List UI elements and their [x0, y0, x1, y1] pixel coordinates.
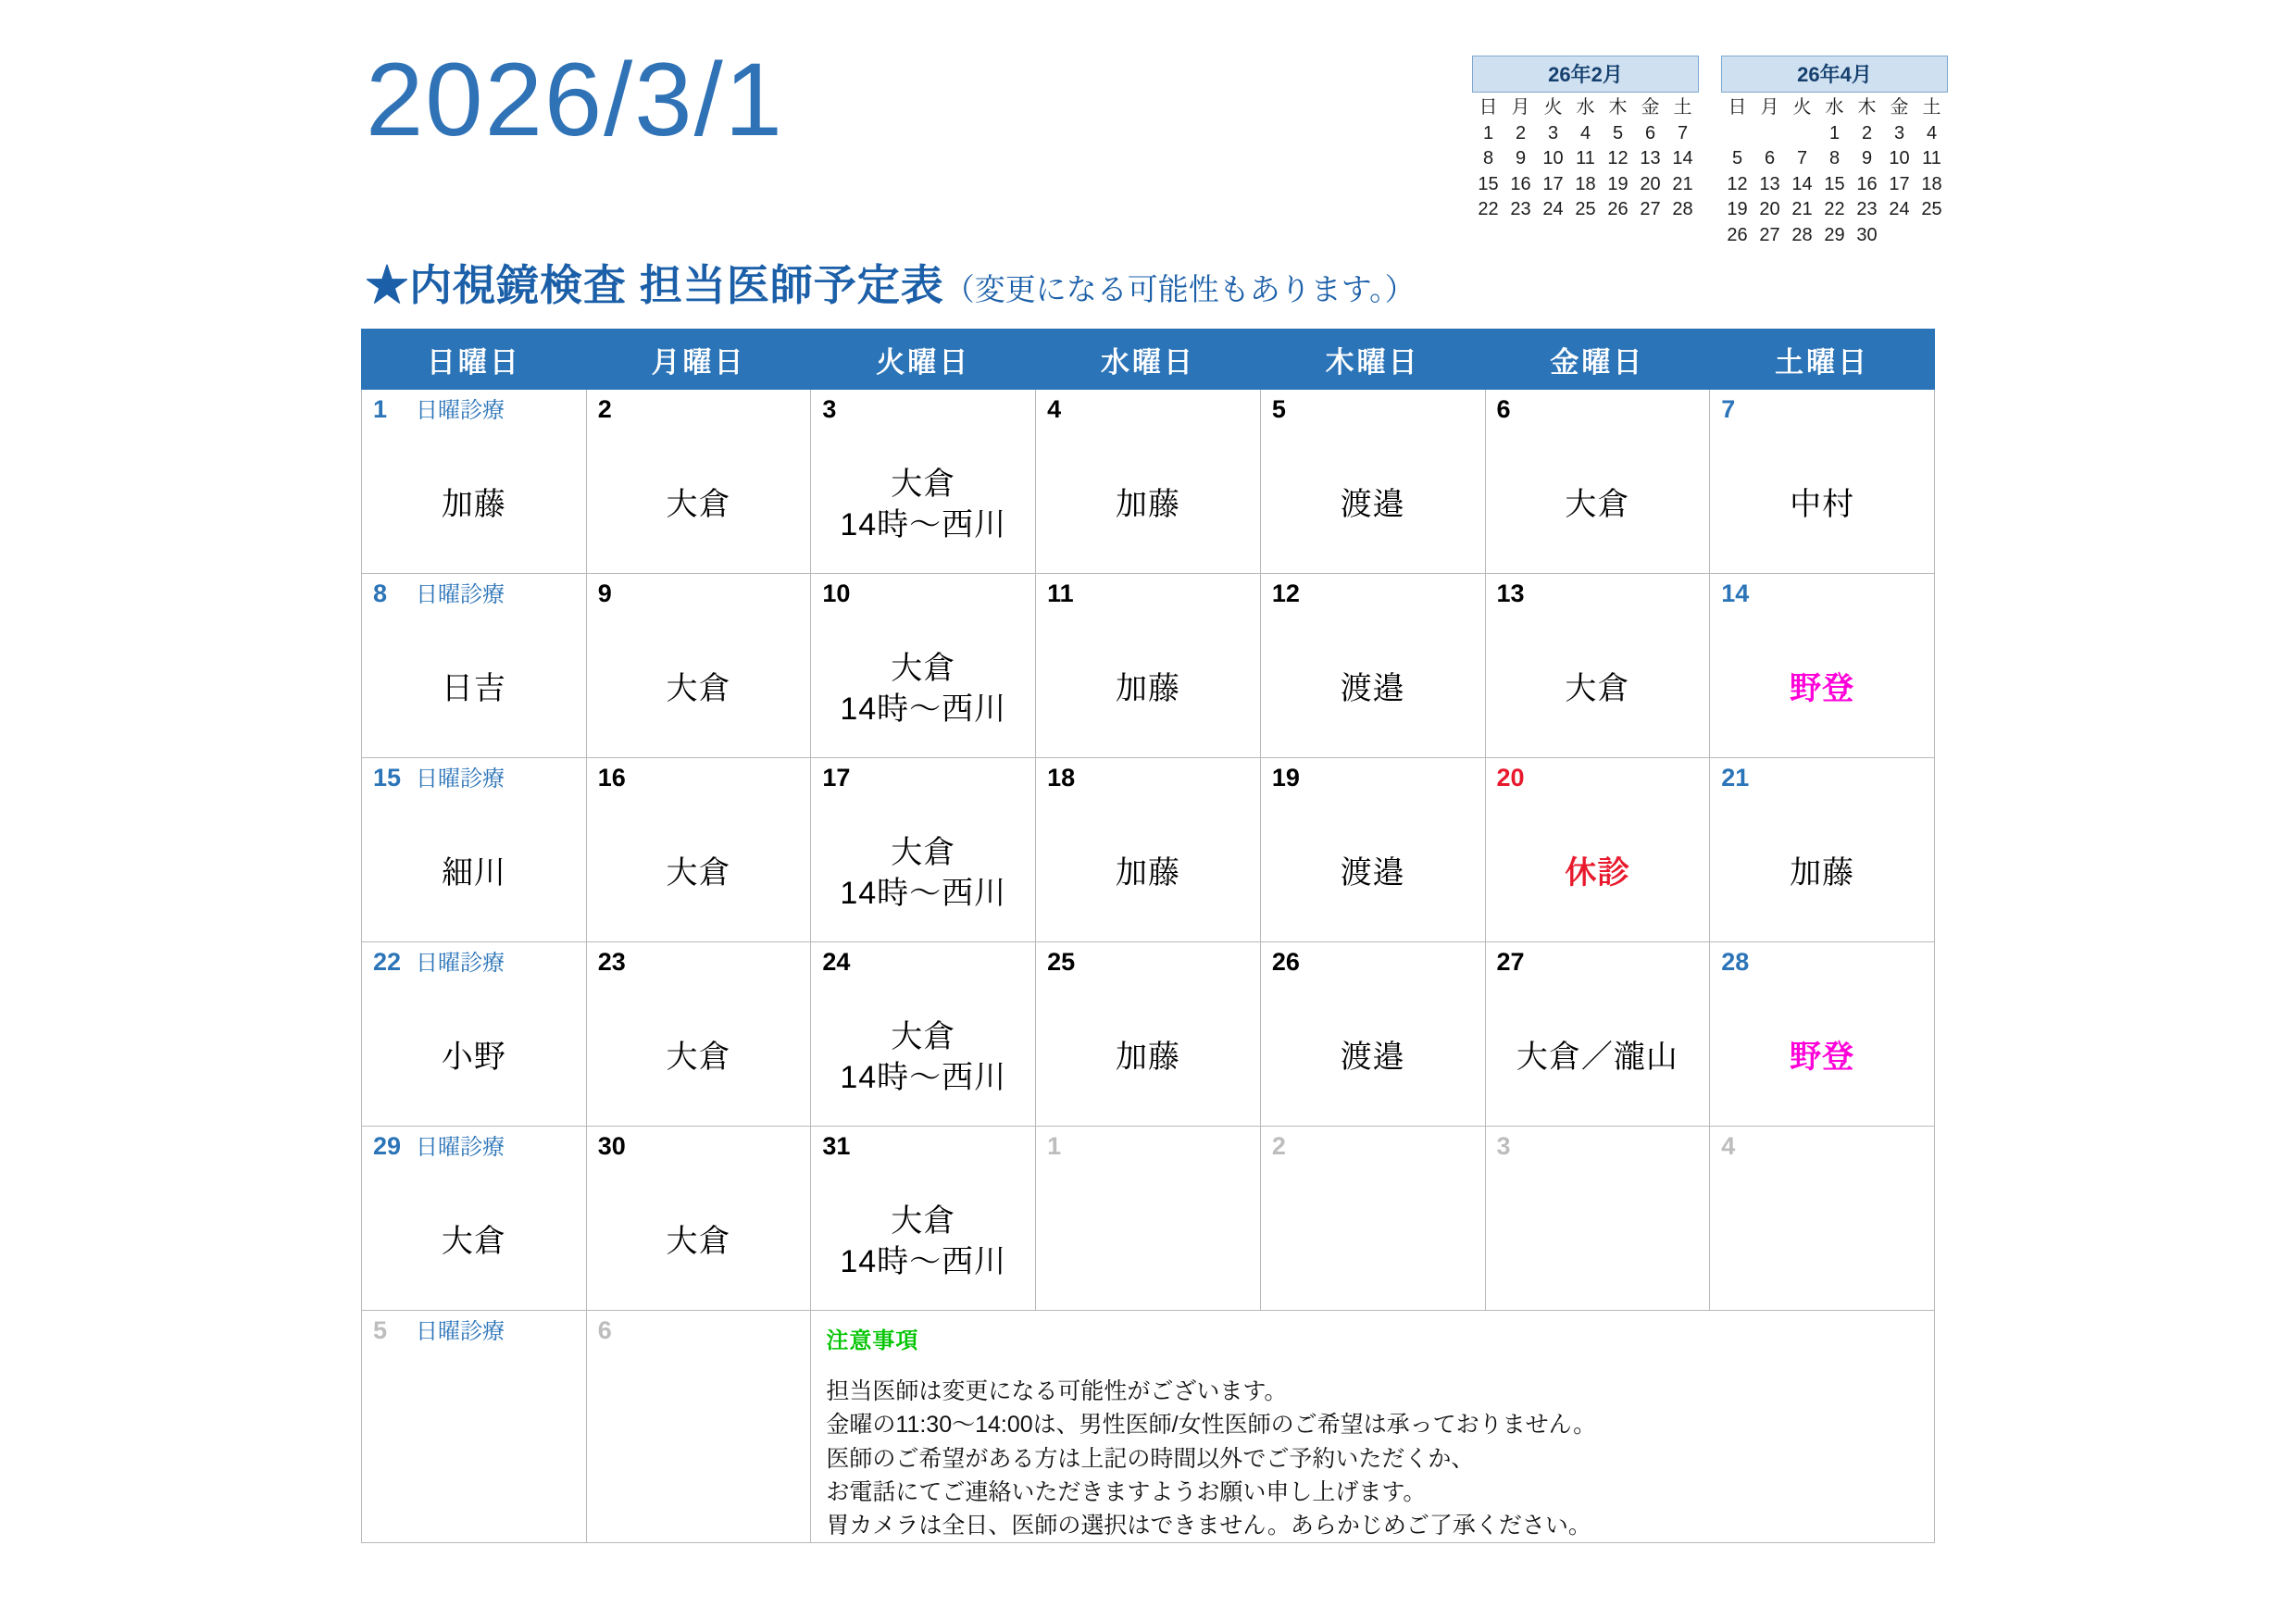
notes-row — [362, 1311, 1935, 1543]
schedule-calendar — [361, 329, 1935, 1543]
notes-line: 医師のご希望がある方は上記の時間以外でご予約いただくか、 — [826, 1445, 1475, 1472]
mini-calendar-day: 12 — [1727, 173, 1748, 194]
mini-calendar-day: 13 — [1640, 148, 1661, 169]
day-number: 17 — [822, 764, 851, 791]
doctor-assignment: 大倉 — [441, 1224, 506, 1260]
day-number: 19 — [1271, 764, 1300, 791]
mini-calendar-day: 28 — [1672, 199, 1693, 220]
mini-calendar-day: 4 — [1579, 122, 1591, 143]
mini-calendar-week — [1721, 146, 1948, 172]
calendar-day-cell[interactable] — [362, 758, 587, 942]
mini-calendar-day: 6 — [1764, 148, 1776, 169]
calendar-day-cell[interactable] — [1710, 390, 1935, 574]
mini-calendar-weekday: 木 — [1608, 97, 1628, 118]
mini-calendar-day: 9 — [1515, 148, 1527, 169]
mini-calendar-day: 19 — [1607, 173, 1628, 194]
notes-line: お電話にてご連絡いただきますようお願い申し上げます。 — [826, 1478, 1427, 1505]
doctor-assignment: 渡邉 — [1340, 671, 1405, 707]
notes-line: 担当医師は変更になる可能性がございます。 — [826, 1378, 1288, 1404]
doctor-assignment: 小野 — [441, 1040, 506, 1076]
calendar-header-0: 日曜日 — [362, 330, 587, 390]
mini-calendar-day: 27 — [1759, 224, 1780, 245]
mini-calendar-day: 15 — [1478, 173, 1499, 194]
doctor-assignment: 加藤 — [1790, 855, 1855, 891]
mini-calendar-day: 26 — [1727, 224, 1748, 245]
calendar-week-row — [362, 390, 1935, 574]
doctor-assignment: 渡邉 — [1340, 487, 1405, 523]
doctor-assignment: 大倉 14時〜西川 — [840, 1019, 1007, 1095]
mini-calendar-weekday: 木 — [1857, 97, 1877, 118]
mini-calendar-heading: 26年4月 — [1721, 56, 1948, 93]
sunday-clinic-label: 日曜診療 — [416, 766, 505, 791]
subtitle-main: ★内視鏡検査 担当医師予定表 — [366, 261, 944, 309]
doctor-assignment: 加藤 — [1115, 487, 1180, 523]
calendar-header-3: 水曜日 — [1036, 330, 1261, 390]
doctor-assignment: 野登 — [1790, 671, 1855, 707]
calendar-week-row — [362, 758, 1935, 942]
mini-calendar-week — [1721, 197, 1948, 223]
doctor-assignment: 大倉 14時〜西川 — [840, 467, 1007, 542]
mini-calendar-day: 23 — [1510, 199, 1531, 220]
day-number: 15 — [373, 764, 402, 791]
mini-calendar-day: 7 — [1677, 122, 1689, 143]
mini-calendar-day: 16 — [1510, 173, 1531, 194]
mini-calendar-week — [1472, 121, 1699, 147]
day-number: 26 — [1271, 948, 1300, 976]
mini-calendar-week — [1472, 197, 1699, 223]
doctor-assignment: 大倉 — [666, 1040, 731, 1076]
notes-title: 注意事項 — [826, 1328, 919, 1353]
mini-calendar-heading: 26年2月 — [1472, 56, 1699, 93]
mini-calendar-table — [1721, 95, 1948, 249]
calendar-day-cell[interactable] — [1710, 942, 1935, 1127]
calendar-day-cell[interactable] — [1036, 390, 1261, 574]
mini-calendar-day: 24 — [1889, 199, 1910, 220]
mini-calendar-day: 14 — [1791, 173, 1813, 194]
day-number: 9 — [597, 579, 612, 607]
mini-calendar-day: 25 — [1921, 199, 1942, 220]
doctor-assignment: 中村 — [1790, 487, 1855, 523]
mini-calendars — [1472, 56, 1948, 249]
doctor-assignment: 大倉 — [1565, 487, 1630, 523]
calendar-day-cell[interactable] — [811, 1127, 1036, 1311]
mini-calendar-table — [1472, 95, 1699, 223]
calendar-day-cell[interactable] — [362, 1127, 587, 1311]
mini-calendar-day: 9 — [1861, 148, 1873, 169]
day-number: 4 — [1721, 1132, 1736, 1160]
mini-calendar-day: 3 — [1893, 122, 1905, 143]
doctor-assignment: 大倉 14時〜西川 — [840, 835, 1007, 911]
mini-calendar-day: 13 — [1759, 173, 1780, 194]
doctor-assignment: 加藤 — [1115, 855, 1180, 891]
calendar-week-row — [362, 942, 1935, 1127]
mini-calendar-weekday: 土 — [1922, 97, 1941, 118]
calendar-day-cell[interactable] — [811, 942, 1036, 1127]
calendar-day-cell[interactable] — [1036, 758, 1261, 942]
notes-line: 金曜の11:30〜14:00は、男性医師/女性医師のご希望は承っておりません。 — [826, 1412, 1597, 1439]
doctor-assignment: 大倉 — [1565, 671, 1630, 707]
calendar-header-5: 金曜日 — [1485, 330, 1710, 390]
mini-calendar-day: 18 — [1575, 173, 1596, 194]
sunday-clinic-label: 日曜診療 — [416, 1135, 505, 1160]
doctor-assignment: 大倉 — [666, 671, 731, 707]
calendar-day-cell[interactable] — [586, 390, 811, 574]
mini-calendar-day — [1786, 121, 1818, 147]
mini-calendar-weekday: 金 — [1641, 97, 1660, 118]
day-number: 14 — [1721, 579, 1750, 607]
calendar-day-cell[interactable] — [1485, 1127, 1710, 1311]
doctor-assignment: 大倉 14時〜西川 — [840, 1203, 1007, 1279]
calendar-day-cell[interactable] — [1710, 758, 1935, 942]
subtitle — [366, 252, 1416, 313]
day-number: 6 — [597, 1316, 612, 1344]
doctor-assignment — [1261, 1175, 1485, 1310]
calendar-header-1: 月曜日 — [586, 330, 811, 390]
mini-calendar-day: 8 — [1828, 148, 1841, 169]
mini-calendar-day: 12 — [1607, 148, 1628, 169]
mini-calendar-day: 20 — [1640, 173, 1661, 194]
calendar-header-2: 火曜日 — [811, 330, 1036, 390]
calendar-week-row — [362, 574, 1935, 758]
doctor-assignment: 渡邉 — [1340, 1040, 1405, 1076]
mini-calendar-day: 27 — [1640, 199, 1661, 220]
subtitle-note: （変更になる可能性もあります。） — [943, 272, 1416, 306]
mini-calendar-day: 24 — [1542, 199, 1564, 220]
doctor-assignment: 加藤 — [1115, 1040, 1180, 1076]
mini-calendar-day: 15 — [1824, 173, 1845, 194]
mini-calendar-weekday: 日 — [1728, 97, 1747, 118]
day-number: 3 — [822, 395, 837, 423]
day-number: 29 — [373, 1132, 402, 1160]
mini-calendar-day: 2 — [1515, 122, 1527, 143]
doctor-assignment — [1036, 1175, 1260, 1310]
calendar-header-row — [362, 330, 1935, 390]
mini-calendar-day: 17 — [1542, 173, 1564, 194]
day-number: 6 — [1496, 395, 1511, 423]
calendar-day-cell[interactable] — [1036, 574, 1261, 758]
calendar-day-cell[interactable] — [1260, 574, 1485, 758]
notes-body — [826, 1375, 1934, 1542]
calendar-day-cell[interactable] — [586, 758, 811, 942]
mini-calendar-weekday: 月 — [1760, 97, 1779, 118]
doctor-assignment: 野登 — [1790, 1040, 1855, 1076]
mini-calendar-day: 26 — [1607, 199, 1628, 220]
calendar-day-cell[interactable] — [1260, 942, 1485, 1127]
day-number: 22 — [373, 948, 402, 976]
calendar-day-cell[interactable] — [362, 1311, 587, 1543]
mini-calendar-day: 6 — [1644, 122, 1656, 143]
calendar-day-cell[interactable] — [362, 390, 587, 574]
day-number: 5 — [373, 1316, 388, 1344]
mini-calendar-day: 11 — [1922, 148, 1941, 169]
doctor-assignment: 細川 — [441, 855, 506, 891]
mini-calendar-weekday: 火 — [1543, 97, 1563, 118]
mini-calendar-day: 10 — [1542, 148, 1564, 169]
mini-calendar-day — [1915, 223, 1948, 249]
mini-calendar-day: 16 — [1856, 173, 1878, 194]
mini-calendar-day: 18 — [1921, 173, 1942, 194]
day-number: 2 — [1271, 1132, 1286, 1160]
mini-calendar-day: 10 — [1889, 148, 1910, 169]
calendar-day-cell[interactable] — [586, 1127, 811, 1311]
calendar-day-cell[interactable] — [1710, 1127, 1935, 1311]
doctor-assignment: 加藤 — [1115, 671, 1180, 707]
day-number: 25 — [1047, 948, 1076, 976]
day-number: 2 — [597, 395, 612, 423]
mini-calendar-weekday: 水 — [1825, 97, 1844, 118]
day-number: 21 — [1721, 764, 1750, 791]
mini-calendar — [1721, 56, 1948, 249]
calendar-day-cell[interactable] — [1485, 758, 1710, 942]
calendar-day-cell[interactable] — [1485, 390, 1710, 574]
mini-calendar-weekday: 水 — [1576, 97, 1595, 118]
day-number: 13 — [1496, 579, 1525, 607]
mini-calendar-day: 5 — [1731, 148, 1743, 169]
calendar-day-cell[interactable] — [1260, 390, 1485, 574]
doctor-assignment: 加藤 — [441, 487, 506, 523]
day-number: 12 — [1271, 579, 1300, 607]
mini-calendar-week — [1721, 172, 1948, 198]
calendar-day-cell[interactable] — [811, 574, 1036, 758]
day-number: 5 — [1271, 395, 1286, 423]
calendar-day-cell[interactable] — [811, 758, 1036, 942]
mini-calendar-day: 8 — [1482, 148, 1494, 169]
doctor-assignment: 日吉 — [441, 671, 506, 707]
mini-calendar-day: 5 — [1612, 122, 1624, 143]
mini-calendar-weekday: 月 — [1511, 97, 1530, 118]
doctor-assignment: 渡邉 — [1340, 855, 1405, 891]
mini-calendar-week — [1721, 223, 1948, 249]
doctor-assignment: 大倉 — [666, 855, 731, 891]
calendar-day-cell[interactable] — [811, 390, 1036, 574]
mini-calendar-day: 30 — [1856, 224, 1878, 245]
mini-calendar-day: 21 — [1791, 199, 1813, 220]
calendar-day-cell[interactable] — [586, 574, 811, 758]
mini-calendar-day: 1 — [1482, 122, 1494, 143]
day-number: 24 — [822, 948, 851, 976]
mini-calendar-day: 29 — [1824, 224, 1845, 245]
mini-calendar-day — [1883, 223, 1915, 249]
doctor-assignment: 大倉／瀧山 — [1516, 1040, 1678, 1076]
day-number: 7 — [1721, 395, 1736, 423]
day-number: 18 — [1047, 764, 1076, 791]
calendar-header-6: 土曜日 — [1710, 330, 1935, 390]
mini-calendar-day: 3 — [1547, 122, 1559, 143]
calendar-day-cell[interactable] — [1260, 758, 1485, 942]
mini-calendar-day: 28 — [1791, 224, 1813, 245]
calendar-header-4: 木曜日 — [1260, 330, 1485, 390]
mini-calendar-day: 21 — [1672, 173, 1693, 194]
calendar-day-cell[interactable] — [1485, 942, 1710, 1127]
calendar-day-cell[interactable] — [1710, 574, 1935, 758]
mini-calendar-day: 11 — [1576, 148, 1595, 169]
calendar-day-cell[interactable] — [1036, 1127, 1261, 1311]
mini-calendar-weekday: 金 — [1890, 97, 1909, 118]
mini-calendar-day: 1 — [1828, 122, 1841, 143]
day-number: 23 — [597, 948, 626, 976]
mini-calendar-day: 25 — [1575, 199, 1596, 220]
day-number: 4 — [1047, 395, 1062, 423]
mini-calendar-day: 22 — [1478, 199, 1499, 220]
day-number: 28 — [1721, 948, 1750, 976]
day-number: 16 — [597, 764, 626, 791]
page-title: 2026/3/1 — [366, 42, 784, 157]
day-number: 31 — [822, 1132, 851, 1160]
day-number: 8 — [373, 579, 388, 607]
sunday-clinic-label: 日曜診療 — [416, 398, 505, 423]
doctor-assignment: 大倉 — [666, 1224, 731, 1260]
notes-block — [811, 1311, 1935, 1543]
calendar-day-cell[interactable] — [362, 574, 587, 758]
day-number: 3 — [1496, 1132, 1511, 1160]
calendar-day-cell[interactable] — [1260, 1127, 1485, 1311]
calendar-table — [361, 329, 1935, 1543]
mini-calendar-day: 4 — [1926, 122, 1938, 143]
mini-calendar-week — [1472, 146, 1699, 172]
day-number: 1 — [1047, 1132, 1062, 1160]
doctor-assignment — [1486, 1175, 1710, 1310]
doctor-assignment: 大倉 14時〜西川 — [840, 651, 1007, 727]
mini-calendar-day: 20 — [1759, 199, 1780, 220]
doctor-assignment: 大倉 — [666, 487, 731, 523]
mini-calendar-weekday: 日 — [1479, 97, 1498, 118]
day-number: 30 — [597, 1132, 626, 1160]
doctor-assignment: 休診 — [1565, 855, 1630, 891]
calendar-day-cell[interactable] — [586, 1311, 811, 1543]
day-number: 11 — [1047, 579, 1074, 607]
sunday-clinic-label: 日曜診療 — [416, 1319, 505, 1344]
mini-calendar-day — [1753, 121, 1786, 147]
mini-calendar-weekday: 火 — [1792, 97, 1812, 118]
day-number: 10 — [822, 579, 851, 607]
sunday-clinic-label: 日曜診療 — [416, 951, 505, 976]
mini-calendar-day: 2 — [1861, 122, 1873, 143]
day-number: 20 — [1496, 764, 1525, 791]
mini-calendar-week — [1472, 172, 1699, 198]
mini-calendar-day: 22 — [1824, 199, 1845, 220]
day-number: 27 — [1496, 948, 1525, 976]
sunday-clinic-label: 日曜診療 — [416, 582, 505, 607]
mini-calendar-day: 17 — [1889, 173, 1910, 194]
mini-calendar-weekday: 土 — [1673, 97, 1692, 118]
doctor-assignment — [1710, 1175, 1934, 1310]
calendar-day-cell[interactable] — [1485, 574, 1710, 758]
mini-calendar-day: 23 — [1856, 199, 1878, 220]
mini-calendar-day: 19 — [1727, 199, 1748, 220]
calendar-day-cell[interactable] — [362, 942, 587, 1127]
mini-calendar-day: 7 — [1796, 148, 1808, 169]
mini-calendar-day — [1721, 121, 1753, 147]
calendar-day-cell[interactable] — [1036, 942, 1261, 1127]
mini-calendar-day: 14 — [1672, 148, 1693, 169]
day-number: 1 — [373, 395, 388, 423]
calendar-week-row — [362, 1127, 1935, 1311]
notes-line: 胃カメラは全日、医師の選択はできません。あらかじめご了承ください。 — [826, 1513, 1591, 1539]
calendar-day-cell[interactable] — [586, 942, 811, 1127]
mini-calendar — [1472, 56, 1699, 249]
mini-calendar-week — [1721, 121, 1948, 147]
